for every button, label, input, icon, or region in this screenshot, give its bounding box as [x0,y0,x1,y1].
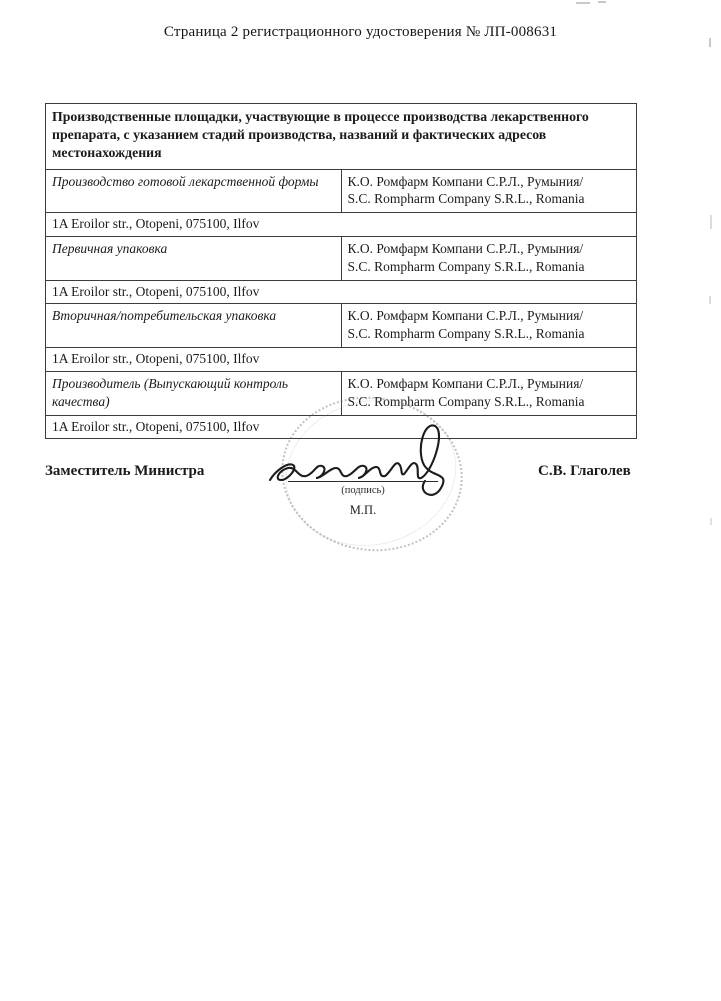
scan-artifact [710,518,712,525]
company-name-ru: К.О. Ромфарм Компани С.Р.Л., Румыния/ [347,173,584,189]
stage-cell: Производитель (Выпускающий контроль качества) [46,371,342,415]
table-row [46,237,637,281]
signature-caption: (подпись) [341,485,385,496]
company-cell [341,304,637,348]
stage-cell: Первичная упаковка [46,237,342,281]
company-cell [341,169,637,213]
address-cell: 1A Eroilor str., Otopeni, 075100, Ilfov [46,415,637,439]
company-name-en: S.C. Rompharm Company S.R.L., Romania [347,393,585,409]
official-title: Заместитель Министра [45,463,205,479]
scan-artifact [709,38,711,47]
stage-cell: Вторичная/потребительская упаковка [46,304,342,348]
scan-artifact [710,215,712,229]
signature-line [288,481,438,482]
company-name-en: S.C. Rompharm Company S.R.L., Romania [347,326,585,342]
company-name-en: S.C. Rompharm Company S.R.L., Romania [347,258,585,274]
official-name: С.В. Глаголев [538,463,631,479]
address-cell: 1A Eroilor str., Otopeni, 075100, Ilfov [46,280,637,304]
table-title: Производственные площадки, участвующие в процессе производства лекарственного препарата, с указанием стадий производства, названий и фактических адресов местонахождения [46,104,637,170]
company-name-ru: К.О. Ромфарм Компани С.Р.Л., Румыния/ [347,241,584,257]
table-row [46,213,637,237]
scan-artifact [709,296,711,304]
company-name-en: S.C. Rompharm Company S.R.L., Romania [347,191,585,207]
stamp-place-abbr: М.П. [349,503,377,517]
company-name-ru: К.О. Ромфарм Компани С.Р.Л., Румыния/ [347,308,584,324]
production-sites-table [45,103,637,439]
company-cell [341,237,637,281]
scan-artifact [598,1,606,3]
address-cell: 1A Eroilor str., Otopeni, 075100, Ilfov [46,348,637,372]
table-header-row [46,104,637,170]
company-name-ru: К.О. Ромфарм Компани С.Р.Л., Румыния/ [347,375,584,391]
page-title: Страница 2 регистрационного удостоверения № ЛП-008631 [163,24,558,40]
table-row [46,348,637,372]
table-row [46,304,637,348]
table-row [46,280,637,304]
scan-artifact [576,2,590,4]
address-cell: 1A Eroilor str., Otopeni, 075100, Ilfov [46,213,637,237]
table-row [46,169,637,213]
stage-cell: Производство готовой лекарственной формы [46,169,342,213]
